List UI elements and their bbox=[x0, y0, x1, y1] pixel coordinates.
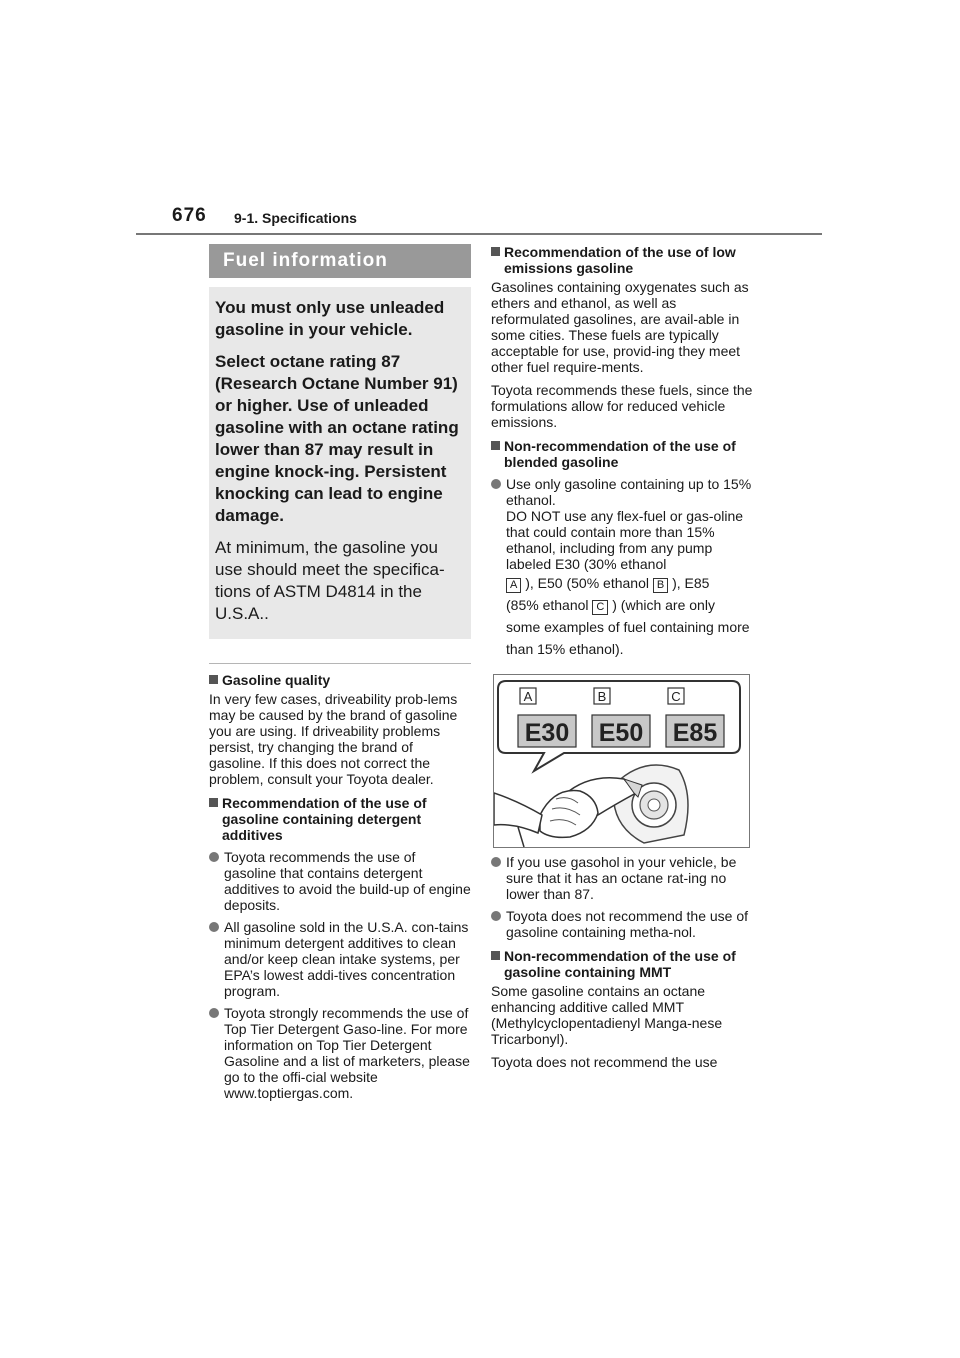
bullet-text: Toyota does not recommend the use of gasoline containing metha-nol. bbox=[506, 908, 749, 940]
label-c-badge: C bbox=[592, 600, 608, 615]
heading-text: Non-recommendation of the use of blended gasoline bbox=[504, 438, 736, 470]
label-a-badge: A bbox=[506, 578, 521, 593]
right-column bbox=[491, 244, 753, 1070]
list-item bbox=[209, 1005, 471, 1101]
inline-text: (85% ethanol bbox=[506, 597, 589, 613]
bullet-text bbox=[506, 476, 753, 660]
heading-text: Non-recommendation of the use of gasoline containing MMT bbox=[504, 948, 736, 980]
hand bbox=[540, 791, 598, 838]
list-item bbox=[209, 849, 471, 913]
circle-bullet-icon bbox=[491, 857, 501, 867]
left-column bbox=[209, 244, 471, 1101]
heading-detergent bbox=[209, 795, 471, 843]
fig-label-a: A bbox=[523, 689, 533, 704]
section-title: 9-1. Specifications bbox=[234, 210, 357, 226]
heading-text: Recommendation of the use of gasoline containing detergent additives bbox=[222, 795, 427, 843]
paragraph-mmt-1: Some gasoline contains an octane enhancing additive called MMT (Methylcyclopentadienyl Manga-nese Tricarbonyl). bbox=[491, 983, 723, 1047]
fuel-info-box bbox=[209, 287, 471, 639]
fuel-box-para-2: Select octane rating 87 (Research Octane Number 91) or higher. Use of unleaded gasoline with an octane rating lower than 87 may result in engine knock-ing. Persistent knocking can lead to engine damage. bbox=[215, 352, 459, 525]
heading-text: Recommendation of the use of low emissions gasoline bbox=[504, 244, 736, 276]
paragraph-mmt-2: Toyota does not recommend the use bbox=[491, 1054, 718, 1070]
bullet-line: DO NOT use any flex-fuel or gas-oline that could contain more than 15% ethanol, including from any pump labeled E30 (30% ethanol bbox=[506, 508, 744, 572]
heading-low-emissions bbox=[491, 244, 753, 276]
header-rule bbox=[136, 233, 822, 235]
circle-bullet-icon bbox=[209, 1008, 219, 1018]
square-bullet-icon bbox=[209, 675, 218, 684]
page-header bbox=[172, 205, 822, 233]
paragraph-gasoline-quality: In very few cases, driveability prob-lems may be caused by the brand of gasoline you are using. If driveability problems persist, try changing the brand of gasoline. If this does not correct the problem, consult your Toyota dealer. bbox=[209, 691, 458, 787]
fuel-pump-illustration bbox=[493, 674, 750, 848]
bullet-line bbox=[506, 594, 753, 660]
circle-bullet-icon bbox=[491, 479, 501, 489]
square-bullet-icon bbox=[491, 951, 500, 960]
inline-text: ), E85 bbox=[672, 575, 710, 591]
circle-bullet-icon bbox=[491, 911, 501, 921]
list-item bbox=[491, 908, 753, 940]
heading-gasoline-quality bbox=[209, 672, 471, 688]
square-bullet-icon bbox=[491, 441, 500, 450]
page-number: 676 bbox=[172, 205, 207, 226]
list-item bbox=[209, 919, 471, 999]
fig-label-c: C bbox=[671, 689, 681, 704]
fuel-box-para-3: At minimum, the gasoline you use should meet the specifica-tions of ASTM D4814 in the U.S.A.. bbox=[215, 538, 445, 623]
square-bullet-icon bbox=[491, 247, 500, 256]
section-divider bbox=[209, 663, 471, 664]
bullet-line: Use only gasoline containing up to 15% ethanol. bbox=[506, 476, 752, 508]
circle-bullet-icon bbox=[209, 852, 219, 862]
fuel-info-title: Fuel information bbox=[209, 244, 471, 278]
paragraph-low-emissions-1: Gasolines containing oxygenates such as ethers and ethanol, as well as reformulated gasolines, are avail-able in some cities. These fuels are typically acceptable for use, provid-ing they meet other fuel require-ments. bbox=[491, 279, 749, 375]
fuel-nozzle-illustration bbox=[494, 675, 749, 847]
bullet-text: All gasoline sold in the U.S.A. con-tains minimum detergent additives to clean and/or keep clean intake systems, per EPA’s lowest addi-tives concentration program. bbox=[224, 919, 469, 999]
fig-label-b: B bbox=[597, 689, 607, 704]
bullet-text: Toyota strongly recommends the use of Top Tier Detergent Gaso-line. For more information on Top Tier Detergent Gasoline and a list of marketers, please go to the offi-cial website www.toptiergas.com. bbox=[224, 1005, 470, 1101]
badge-e50: E50 bbox=[598, 719, 644, 747]
bullet-line bbox=[506, 572, 753, 594]
fuel-box-para-1: You must only use unleaded gasoline in your vehicle. bbox=[215, 298, 445, 339]
bullet-text: If you use gasohol in your vehicle, be sure that it has an octane rat-ing no lower than 87. bbox=[506, 854, 737, 902]
square-bullet-icon bbox=[209, 798, 218, 807]
badge-e30: E30 bbox=[524, 719, 570, 747]
inline-text: ) (which are only some examples of fuel containing more than 15% ethanol). bbox=[506, 597, 750, 657]
bullet-text: Toyota recommends the use of gasoline that contains detergent additives to avoid the build-up of engine deposits. bbox=[224, 849, 471, 913]
heading-blended bbox=[491, 438, 753, 470]
list-item bbox=[491, 854, 753, 902]
paragraph-low-emissions-2: Toyota recommends these fuels, since the formulations allow for reduced vehicle emissions. bbox=[491, 382, 753, 430]
heading-text: Gasoline quality bbox=[222, 672, 331, 688]
heading-mmt bbox=[491, 948, 753, 980]
list-item bbox=[491, 476, 753, 660]
circle-bullet-icon bbox=[209, 922, 219, 932]
label-b-badge: B bbox=[653, 578, 668, 593]
inline-text: ), E50 (50% ethanol bbox=[525, 575, 649, 591]
badge-e85: E85 bbox=[672, 719, 718, 747]
